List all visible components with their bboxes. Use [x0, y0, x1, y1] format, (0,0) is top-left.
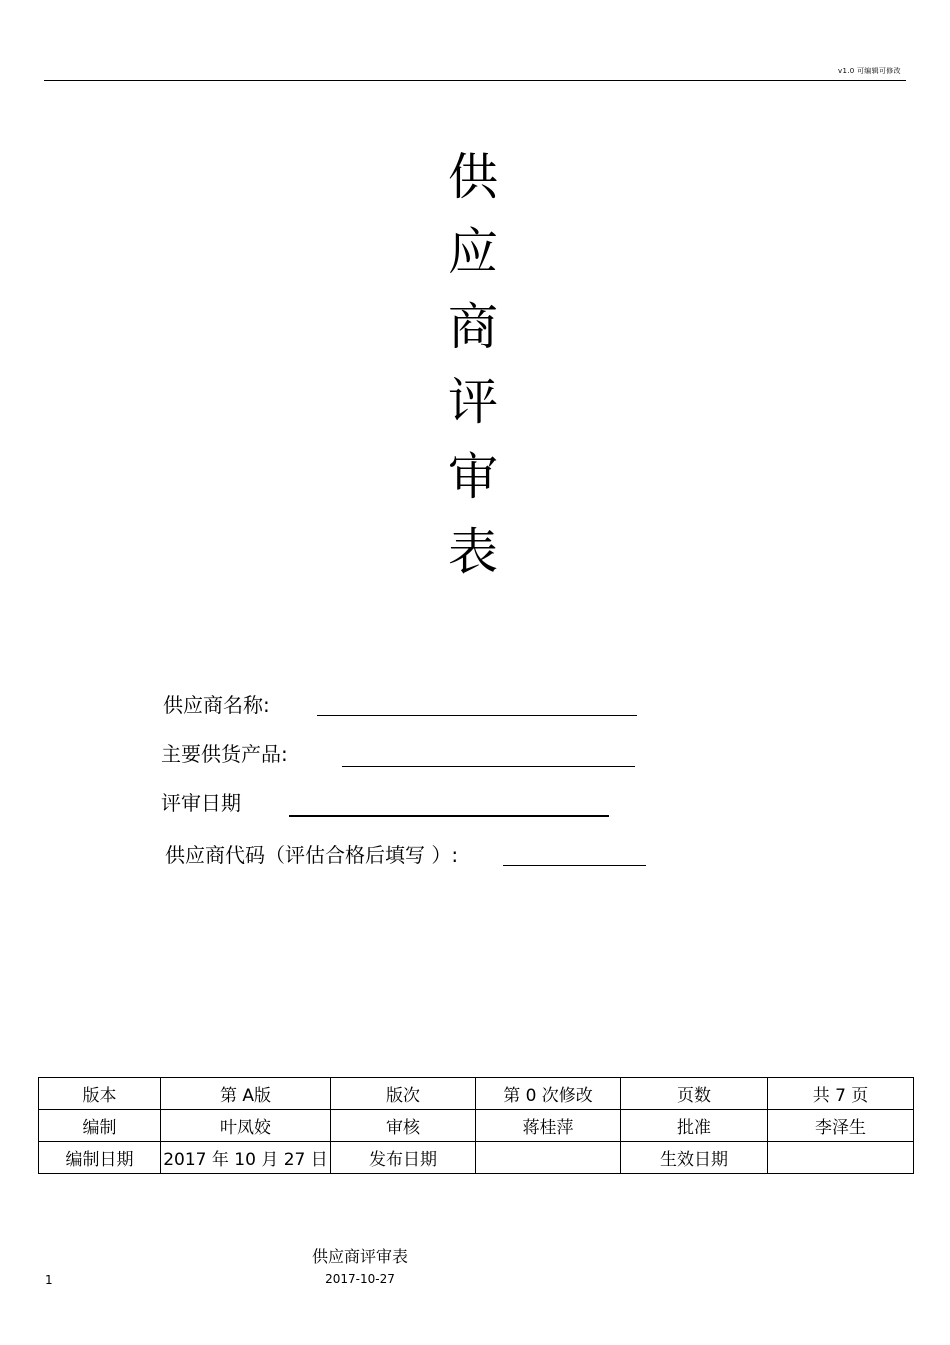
review-date-line[interactable]: [289, 815, 609, 817]
table-cell: 李泽生: [768, 1110, 914, 1142]
document-control-table: [38, 1077, 914, 1174]
table-cell: 版次: [331, 1078, 476, 1110]
title-char: 审: [448, 448, 498, 506]
title-char: 表: [448, 523, 498, 581]
main-products-label: 主要供货产品:: [161, 742, 288, 766]
table-cell: 生效日期: [621, 1142, 768, 1174]
table-cell: 审核: [331, 1110, 476, 1142]
table-cell: [476, 1142, 621, 1174]
table-row: [39, 1142, 914, 1174]
main-products-line[interactable]: [342, 766, 635, 767]
title-char: 商: [448, 298, 498, 356]
table-cell: 2017 年 10 月 27 日: [161, 1142, 331, 1174]
document-title: [432, 140, 514, 590]
review-date-label: 评审日期: [161, 791, 241, 815]
table-cell: 页数: [621, 1078, 768, 1110]
table-cell: 第 A版: [161, 1078, 331, 1110]
title-char: 供: [448, 148, 498, 206]
header-rule: [44, 80, 906, 81]
table-cell: 编制: [39, 1110, 161, 1142]
title-char: 评: [448, 373, 498, 431]
supplier-name-line[interactable]: [317, 715, 637, 716]
table-cell: 第 0 次修改: [476, 1078, 621, 1110]
table-cell: 版本: [39, 1078, 161, 1110]
table-cell: 叶凤姣: [161, 1110, 331, 1142]
supplier-code-line[interactable]: [503, 865, 646, 866]
footer-document-title: 供应商评审表: [311, 1247, 408, 1266]
supplier-name-label: 供应商名称:: [163, 693, 270, 717]
footer-date: 2017-10-27: [325, 1272, 395, 1286]
table-cell: 发布日期: [331, 1142, 476, 1174]
table-cell: 蒋桂萍: [476, 1110, 621, 1142]
page-number: 1: [45, 1273, 53, 1287]
table-cell: 编制日期: [39, 1142, 161, 1174]
title-char: 应: [448, 223, 498, 281]
table-row: [39, 1110, 914, 1142]
supplier-code-label: 供应商代码（评估合格后填写 ）:: [165, 843, 459, 867]
table-cell: [768, 1142, 914, 1174]
table-row: [39, 1078, 914, 1110]
table-cell: 共 7 页: [768, 1078, 914, 1110]
version-note: v1.0 可编辑可修改: [838, 67, 901, 75]
table-cell: 批准: [621, 1110, 768, 1142]
